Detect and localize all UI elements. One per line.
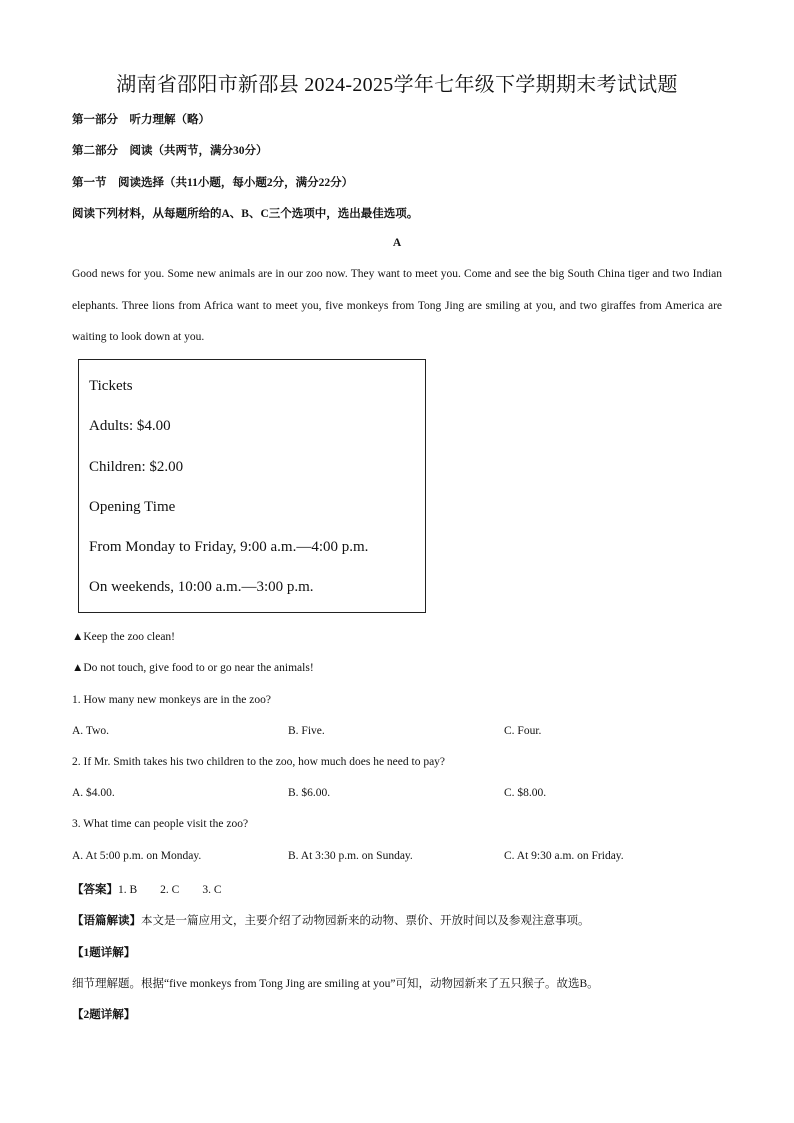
opening-time-heading: Opening Time [89, 499, 176, 515]
question-2-option-c: C. $8.00. [504, 787, 547, 799]
detail-1-text: 细节理解题。根据“five monkeys from Tong Jing are smiling at you”可知，动物园新来了五只猴子。故选B。 [72, 978, 599, 990]
passage-label: A [392, 237, 402, 249]
ticket-children-price: Children: $2.00 [89, 459, 184, 475]
question-3-option-a: A. At 5:00 p.m. on Monday. [72, 850, 202, 862]
question-1-option-a: A. Two. [72, 725, 109, 737]
answer-label: 【答案】 [72, 884, 118, 896]
answer-line [72, 881, 222, 897]
analysis-line [72, 912, 590, 928]
analysis-label: 【语篇解读】 [72, 915, 141, 927]
ticket-adults-price: Adults: $4.00 [89, 418, 171, 434]
question-2-option-b: B. $6.00. [288, 787, 331, 799]
question-3-stem: 3. What time can people visit the zoo? [72, 818, 249, 830]
weekend-hours: On weekends, 10:00 a.m.—3:00 p.m. [89, 579, 314, 595]
part2-heading: 第二部分 阅读（共两节，满分30分） [72, 145, 268, 157]
question-1-option-c: C. Four. [504, 725, 542, 737]
notice-no-touch: ▲Do not touch, give food to or go near the animals! [72, 662, 314, 674]
detail-1-heading: 【1题详解】 [72, 947, 136, 959]
notice-keep-clean: ▲Keep the zoo clean! [72, 631, 176, 643]
question-1-stem: 1. How many new monkeys are in the zoo? [72, 694, 271, 706]
ticket-info-box [78, 359, 426, 613]
analysis-text: 本文是一篇应用文，主要介绍了动物园新来的动物、票价、开放时间以及参观注意事项。 [141, 915, 590, 927]
question-3-option-c: C. At 9:30 a.m. on Friday. [504, 850, 624, 862]
weekday-hours: From Monday to Friday, 9:00 a.m.—4:00 p.m. [89, 539, 369, 555]
question-3-option-b: B. At 3:30 p.m. on Sunday. [288, 850, 413, 862]
detail-2-heading: 【2题详解】 [72, 1009, 136, 1021]
answer-values: 1. B 2. C 3. C [118, 884, 222, 896]
part1-heading: 第一部分 听力理解（略） [72, 114, 210, 126]
question-2-option-a: A. $4.00. [72, 787, 115, 799]
instruction-text: 阅读下列材料，从每题所给的A、B、C三个选项中，选出最佳选项。 [72, 208, 419, 220]
question-1-option-b: B. Five. [288, 725, 325, 737]
page-title: 湖南省邵阳市新邵县 2024-2025学年七年级下学期期末考试试题 [116, 74, 678, 96]
ticket-heading: Tickets [89, 378, 133, 394]
question-2-stem: 2. If Mr. Smith takes his two children to the zoo, how much does he need to pay? [72, 756, 446, 768]
passage-text: Good news for you. Some new animals are in our zoo now. They want to meet you. Come and see the big South China tiger and two Indian elephants. Three lions from Africa want to meet you, five monkeys from Tong Jing are smiling at you, and two giraffes from America are waiting to look down at you. [72, 268, 722, 343]
section1-heading: 第一节 阅读选择（共11小题，每小题2分，满分22分） [72, 177, 354, 189]
